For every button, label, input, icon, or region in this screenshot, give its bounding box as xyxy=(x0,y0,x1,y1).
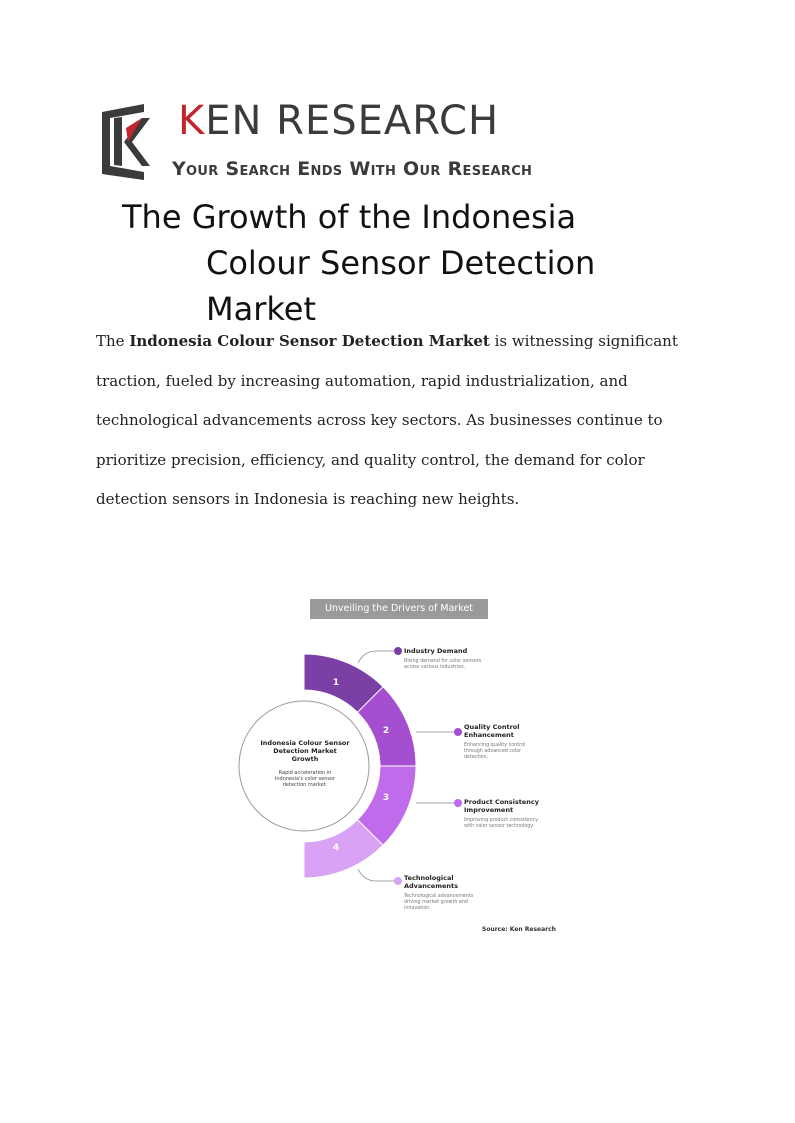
market-drivers-figure xyxy=(230,596,570,941)
driver-3-title: Product Consistency Improvement xyxy=(464,798,540,814)
document-title xyxy=(122,194,682,332)
brand-name-rest: EN RESEARCH xyxy=(205,98,500,144)
intro-paragraph xyxy=(96,322,706,520)
intro-rest: is witnessing significant traction, fueled by increasing automation, rapid industrialization, and technological advancements across key sectors. As businesses continue to prioritize precision, efficiency, and quality control, the demand for color detection sensors in Indonesia is reaching new heights. xyxy=(96,332,678,508)
intro-lead: The xyxy=(96,332,130,350)
segment-4-number: 4 xyxy=(332,843,340,853)
driver-1-description: Rising demand for color sensors across various industries. xyxy=(404,659,482,670)
ken-research-logo xyxy=(98,98,598,184)
segment-3-number: 3 xyxy=(382,793,390,803)
segment-2-number: 2 xyxy=(382,726,390,736)
connector-1 xyxy=(358,651,398,663)
connector-2-dot xyxy=(454,728,462,736)
intro-market-name: Indonesia Colour Sensor Detection Market xyxy=(129,332,490,350)
brand-tagline: Your Search Ends With Our Research xyxy=(172,158,533,180)
segment-1-number: 1 xyxy=(332,678,340,688)
driver-4-description: Technological advancements driving market growth and innovation. xyxy=(404,894,474,911)
title-line-2: Colour Sensor Detection xyxy=(206,244,596,282)
center-title: Indonesia Colour Sensor Detection Market Growth xyxy=(260,739,350,763)
title-line-3: Market xyxy=(206,290,316,328)
center-subtitle: Rapid acceleration in Indonesia's color sensor detection market. xyxy=(274,770,336,788)
driver-4-title: Technological Advancements xyxy=(404,874,458,890)
figure-title: Unveiling the Drivers of Market Growth xyxy=(310,599,488,619)
brand-name xyxy=(178,98,499,144)
driver-2-title: Quality Control Enhancement xyxy=(464,723,520,739)
connector-4-dot xyxy=(394,877,402,885)
connector-1-dot xyxy=(394,647,402,655)
title-line-1: The Growth of the Indonesia xyxy=(122,198,577,236)
center-circle xyxy=(239,701,369,831)
connector-3-dot xyxy=(454,799,462,807)
brand-name-k: K xyxy=(178,98,206,144)
ken-research-k-logo-icon xyxy=(98,104,156,180)
connector-4 xyxy=(358,869,398,881)
driver-1-title: Industry Demand xyxy=(404,647,468,655)
driver-2-description: Enhancing quality control through advanced color detection. xyxy=(464,743,526,760)
figure-source: Source: Ken Research xyxy=(482,926,556,933)
drivers-diagram xyxy=(230,596,570,941)
driver-3-description: Improving product consistency with color sensor technology. xyxy=(464,818,538,829)
